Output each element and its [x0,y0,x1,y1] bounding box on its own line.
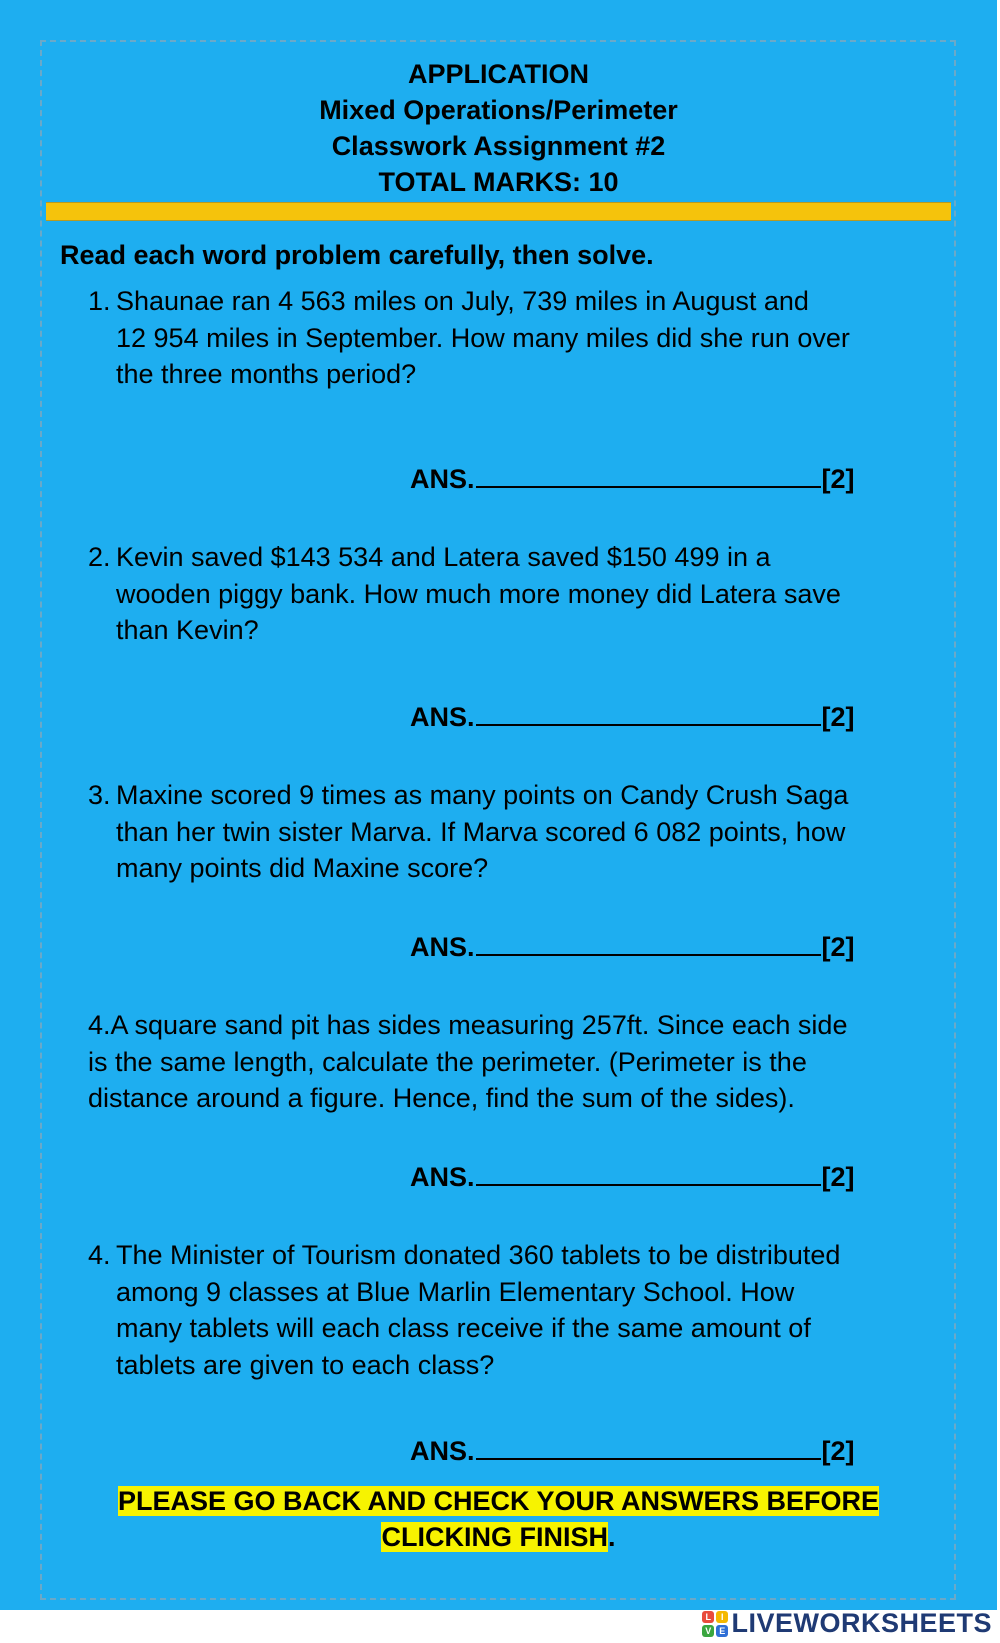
brand-name: LIVEWORKSHEETS [731,1608,992,1638]
liveworksheets-logo-icon [702,1611,728,1637]
final-reminder [0,1483,997,1555]
answer-row-4a [410,1160,855,1193]
problem-line: Shaunae ran 4 563 miles on July, 739 miles in August and [116,286,809,316]
answer-row-4b [410,1434,855,1467]
problem-number: 4. [88,1240,111,1270]
problem-number: 3. [88,780,111,810]
header-title: APPLICATION [408,59,589,89]
problem-line: The Minister of Tourism donated 360 tablets to be distributed [116,1240,841,1270]
answer-label: ANS. [410,932,475,962]
reminder-line-1: PLEASE GO BACK AND CHECK YOUR ANSWERS BEFORE [117,1486,880,1516]
problem-line: tablets are given to each class? [116,1349,495,1380]
header-assignment: Classwork Assignment #2 [331,131,666,161]
problem-line: Kevin saved $143 534 and Latera saved $150 499 in a [116,542,771,572]
problem-line: 4.A square sand pit has sides measuring 257ft. Since each side [88,1010,848,1040]
answer-blank[interactable] [476,930,821,956]
answer-row-3 [410,930,855,963]
answer-blank[interactable] [476,1160,821,1186]
liveworksheets-brand [702,1608,992,1639]
answer-label: ANS. [410,702,475,732]
marks-label: [2] [821,464,855,494]
problem-2 [88,539,841,649]
reminder-period: . [607,1522,616,1552]
answer-blank[interactable] [476,700,821,726]
logo-tile: E [716,1625,728,1637]
problem-line: among 9 classes at Blue Marlin Elementary School. How [116,1276,795,1307]
problem-4b [88,1237,840,1383]
instructions-text: Read each word problem carefully, then solve. [60,240,654,270]
marks-label: [2] [821,1436,855,1466]
problem-line: 12 954 miles in September. How many miles did she run over [116,322,850,353]
problem-4a [88,1007,847,1117]
problem-number: 2. [88,542,111,572]
problem-number: 1. [88,286,111,316]
marks-label: [2] [821,702,855,732]
problem-line: many tablets will each class receive if the same amount of [116,1313,811,1343]
answer-label: ANS. [410,1162,475,1192]
answer-row-2 [410,700,855,733]
problem-line: the three months period? [116,359,417,389]
answer-label: ANS. [410,464,475,494]
problem-1 [88,283,850,393]
problem-line: distance around a figure. Hence, find the sum of the sides). [88,1083,795,1113]
worksheet-header [0,56,997,200]
answer-row-1 [410,462,855,495]
marks-label: [2] [821,1162,855,1192]
logo-tile: V [702,1625,714,1637]
header-subject: Mixed Operations/Perimeter [319,95,678,125]
logo-tile: I [716,1611,728,1623]
problem-line: than her twin sister Marva. If Marva scored 6 082 points, how [116,816,846,847]
problem-line: wooden piggy bank. How much more money did Latera save [116,578,841,609]
answer-blank[interactable] [476,462,821,488]
problem-line: Maxine scored 9 times as many points on Candy Crush Saga [116,780,849,810]
header-divider-bar [46,202,951,221]
problem-3 [88,777,848,887]
answer-label: ANS. [410,1436,475,1466]
problem-line: is the same length, calculate the perimeter. (Perimeter is the [88,1046,807,1077]
problem-line: than Kevin? [116,615,259,645]
problem-line: many points did Maxine score? [116,853,489,883]
reminder-line-2: CLICKING FINISH [381,1522,608,1552]
answer-blank[interactable] [476,1434,821,1460]
header-total-marks: TOTAL MARKS: 10 [378,167,619,197]
logo-tile: L [702,1611,714,1623]
marks-label: [2] [821,932,855,962]
